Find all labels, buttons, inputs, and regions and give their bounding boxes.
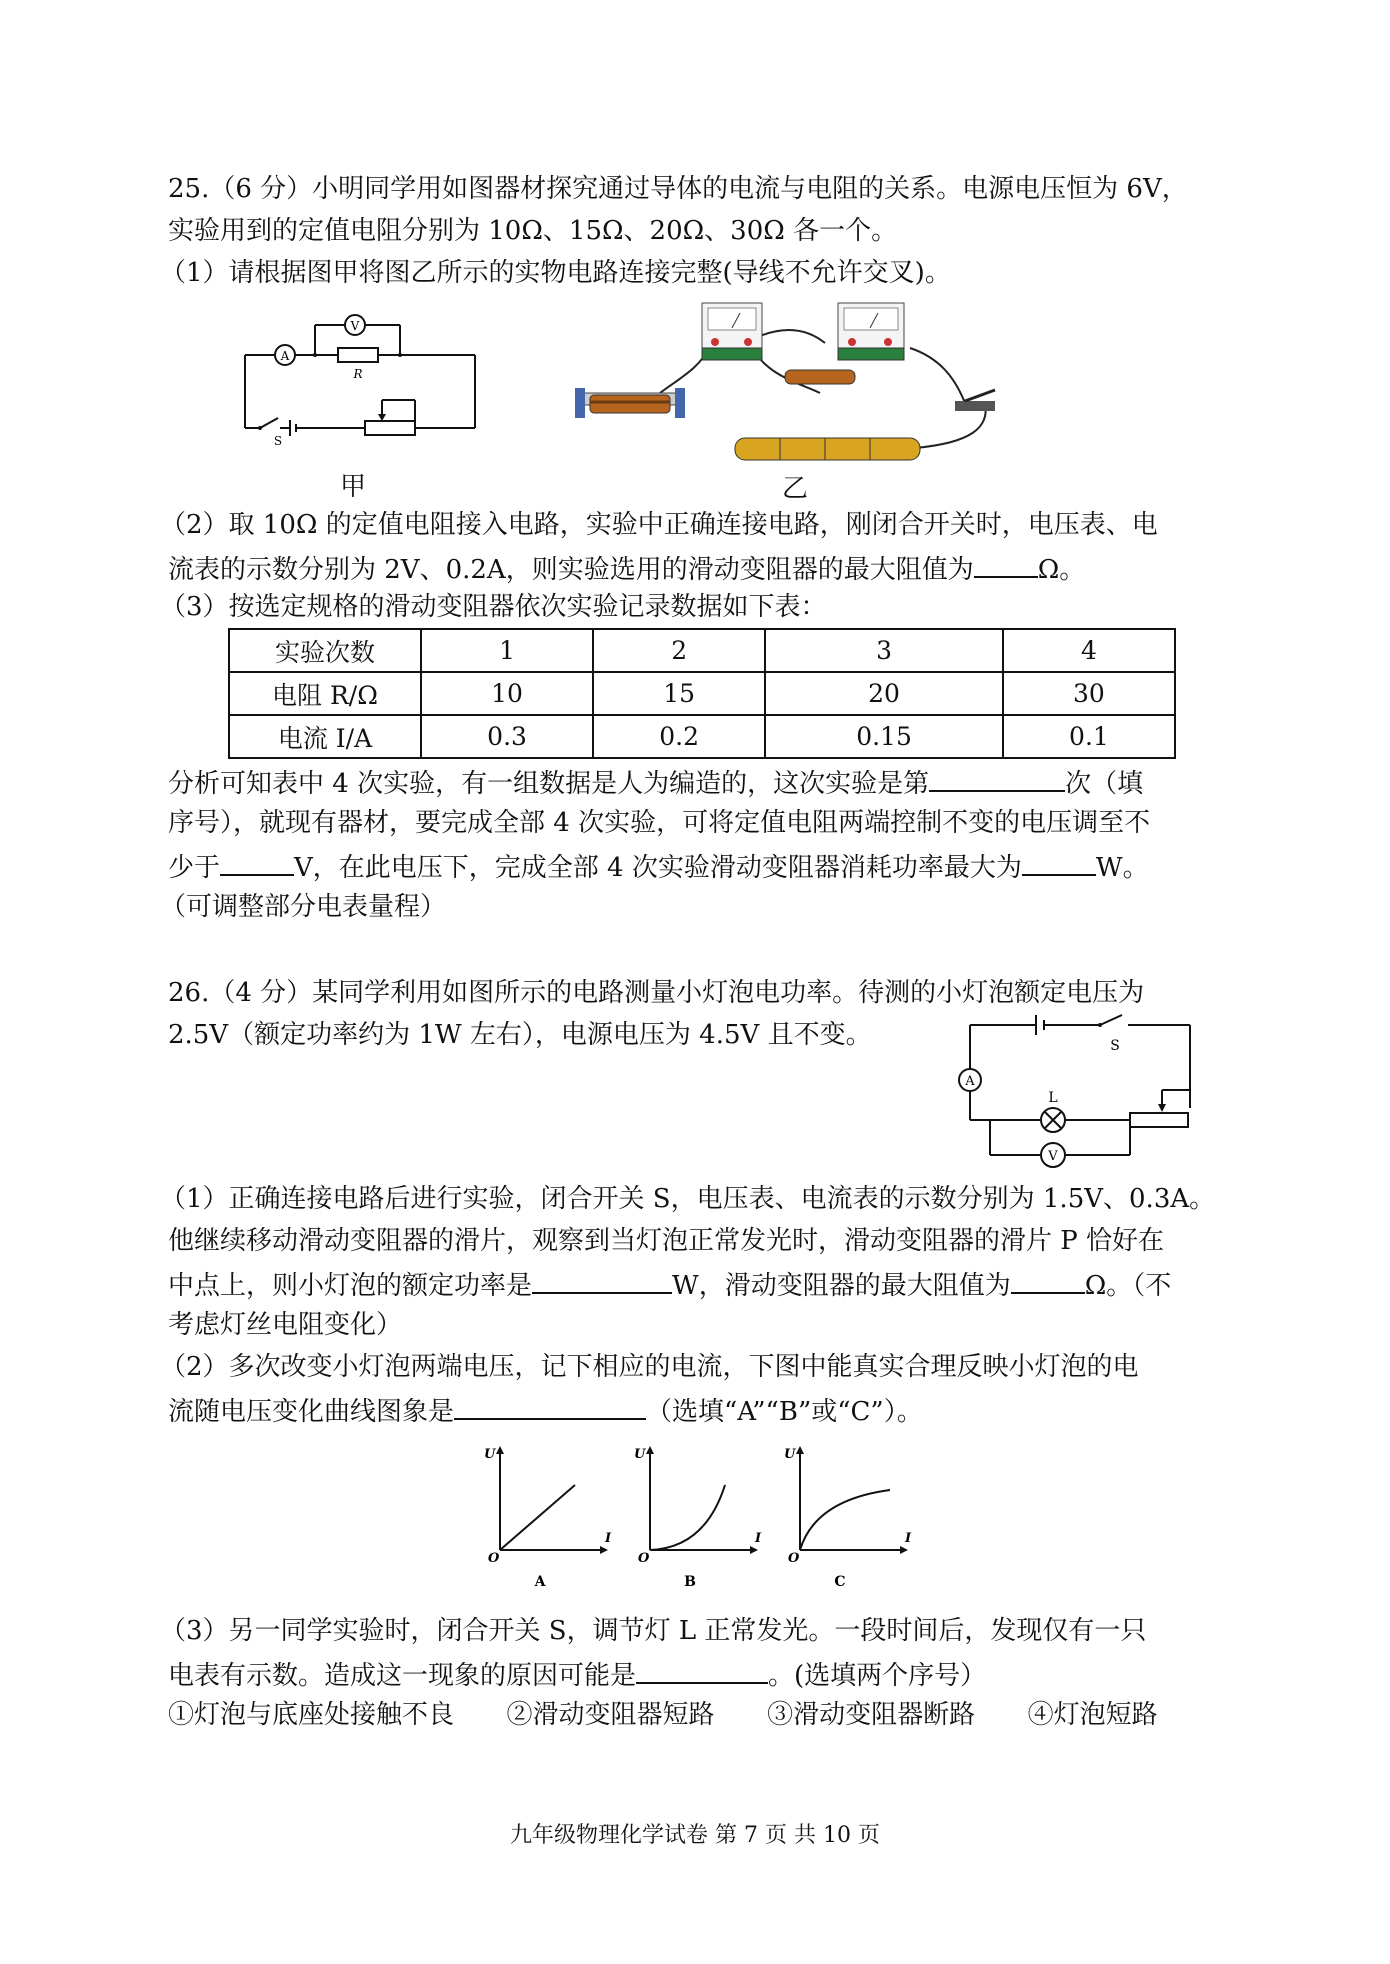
- q25-line-2: 实验用到的定值电阻分别为 10Ω、15Ω、20Ω、30Ω 各一个。: [168, 216, 898, 246]
- origin-label: O: [788, 1551, 800, 1566]
- answer-blank-rated-power[interactable]: [532, 1266, 672, 1294]
- q25-analysis-text-end: 次（填: [1065, 769, 1144, 799]
- switch-label: S: [273, 434, 283, 448]
- answer-blank-max-resistance[interactable]: [974, 550, 1038, 578]
- q26-part2-text: 流随电压变化曲线图象是: [168, 1397, 455, 1427]
- page-footer: 九年级物理化学试卷 第 7 页 共 10 页: [510, 1823, 880, 1848]
- q25-part2-text: 流表的示数分别为 2V、0.2A，则实验选用的滑动变阻器的最大阻值为: [168, 555, 974, 585]
- table-cell: 4: [1003, 629, 1175, 672]
- q26-part1: （1）正确连接电路后进行实验，闭合开关 S，电压表、电流表的示数分别为 1.5V、0.3A。: [160, 1184, 1216, 1214]
- q25-analysis-line-3: [168, 848, 1149, 885]
- figure-yi-label: 乙: [782, 474, 809, 504]
- answer-blank-fault-choice[interactable]: [636, 1656, 768, 1684]
- table-cell: 0.3: [421, 715, 593, 758]
- q25-note: （可调整部分电表量程）: [160, 892, 447, 922]
- q26-part2: （2）多次改变小灯泡两端电压，记下相应的电流，下图中能真实合理反映小灯泡的电: [160, 1352, 1139, 1382]
- graph-b-label: B: [684, 1574, 696, 1590]
- q25-circuit-diagram-jia: [230, 300, 490, 460]
- q25-analysis-text-a: 少于: [168, 853, 221, 883]
- q25-analysis-text-b: V，在此电压下，完成全部 4 次实验滑动变阻器消耗功率最大为: [294, 853, 1022, 883]
- table-cell: 0.15: [765, 715, 1003, 758]
- q26-part2-line2: [168, 1392, 923, 1429]
- q26-part1-text-b: W，滑动变阻器的最大阻值为: [672, 1271, 1011, 1301]
- q26-line-1: 26.（4 分）某同学利用如图所示的电路测量小灯泡电功率。待测的小灯泡额定电压为: [168, 978, 1145, 1008]
- q25-part1: （1）请根据图甲将图乙所示的实物电路连接完整(导线不允许交叉)。: [160, 258, 951, 288]
- q26-part3-text-end: 。(选填两个序号）: [768, 1661, 987, 1691]
- table-cell: 0.2: [593, 715, 765, 758]
- graph-c-label: C: [834, 1574, 846, 1590]
- q25-apparatus-photo-yi: [570, 298, 1010, 468]
- axis-u-label: U: [784, 1447, 796, 1462]
- q26-part1-text-c: Ω。（不: [1084, 1271, 1172, 1301]
- table-row: [229, 672, 1175, 715]
- u-i-graphs: [480, 1440, 960, 1600]
- table-cell: 2: [593, 629, 765, 672]
- q26-options: [168, 1698, 1158, 1732]
- q25-analysis-line-1: [168, 764, 1143, 801]
- ammeter-label: A: [965, 1074, 975, 1089]
- table-row: [229, 715, 1175, 758]
- ammeter-label: A: [280, 349, 290, 363]
- axis-i-label: I: [755, 1531, 762, 1546]
- table-row: [229, 629, 1175, 672]
- q25-analysis-text-c: W。: [1095, 853, 1149, 883]
- option-4: ④灯泡短路: [1027, 1700, 1158, 1730]
- table-cell: 15: [593, 672, 765, 715]
- switch-label: S: [1110, 1038, 1120, 1054]
- axis-i-label: I: [605, 1531, 612, 1546]
- voltmeter-label: V: [350, 319, 360, 333]
- q26-part2-text-end: （选填“A”“B”或“C”）。: [646, 1397, 923, 1427]
- q26-circuit-diagram: [950, 1010, 1200, 1170]
- voltmeter-label: V: [1048, 1149, 1058, 1164]
- table-header-cell: 电阻 R/Ω: [229, 672, 421, 715]
- resistor-label: R: [353, 367, 363, 381]
- table-cell: 10: [421, 672, 593, 715]
- option-3: ③滑动变阻器断路: [767, 1700, 976, 1730]
- option-1: ①灯泡与底座处接触不良: [168, 1700, 455, 1730]
- table-cell: 3: [765, 629, 1003, 672]
- data-table: [228, 628, 1176, 759]
- graph-a-label: A: [534, 1574, 546, 1590]
- table-cell: 20: [765, 672, 1003, 715]
- answer-blank-max-power[interactable]: [1022, 848, 1096, 876]
- table-cell: 0.1: [1003, 715, 1175, 758]
- axis-i-label: I: [905, 1531, 912, 1546]
- axis-u-label: U: [484, 1447, 496, 1462]
- q25-line-1: 25.（6 分）小明同学用如图器材探究通过导体的电流与电阻的关系。电源电压恒为 6V，: [168, 174, 1188, 204]
- table-header-cell: 电流 I/A: [229, 715, 421, 758]
- q26-part3-text: 电表有示数。造成这一现象的原因可能是: [168, 1661, 637, 1691]
- origin-label: O: [638, 1551, 650, 1566]
- table-header-cell: 实验次数: [229, 629, 421, 672]
- option-2: ②滑动变阻器短路: [506, 1700, 715, 1730]
- q26-part3: （3）另一同学实验时，闭合开关 S，调节灯 L 正常发光。一段时间后，发现仅有一只: [160, 1616, 1147, 1646]
- q25-part2: （2）取 10Ω 的定值电阻接入电路，实验中正确连接电路，刚闭合开关时，电压表、电: [160, 510, 1158, 540]
- q25-part2-line2: [168, 550, 1085, 587]
- table-cell: 30: [1003, 672, 1175, 715]
- axis-u-label: U: [634, 1447, 646, 1462]
- q25-analysis-text: 分析可知表中 4 次实验，有一组数据是人为编造的，这次实验是第: [168, 769, 930, 799]
- answer-blank-rheostat-max[interactable]: [1011, 1266, 1085, 1294]
- figure-jia-label: 甲: [340, 472, 367, 502]
- table-cell: 1: [421, 629, 593, 672]
- q25-analysis-line-2: 序号），就现有器材，要完成全部 4 次实验，可将定值电阻两端控制不变的电压调至不: [168, 808, 1151, 838]
- answer-blank-min-voltage[interactable]: [220, 848, 294, 876]
- q26-part3-line2: [168, 1656, 986, 1693]
- origin-label: O: [488, 1551, 500, 1566]
- answer-blank-fake-trial[interactable]: [929, 764, 1065, 792]
- q26-line-2: 2.5V（额定功率约为 1W 左右），电源电压为 4.5V 且不变。: [168, 1020, 872, 1050]
- q26-part1-text-a: 中点上，则小灯泡的额定功率是: [168, 1271, 533, 1301]
- q25-part3: （3）按选定规格的滑动变阻器依次实验记录数据如下表：: [160, 592, 827, 622]
- q26-part1-line3: [168, 1266, 1171, 1303]
- q25-part2-unit: Ω。: [1037, 555, 1086, 585]
- q26-part1-line4: 考虑灯丝电阻变化）: [168, 1310, 403, 1340]
- q26-part1-line2: 他继续移动滑动变阻器的滑片，观察到当灯泡正常发光时，滑动变阻器的滑片 P 恰好在: [168, 1226, 1165, 1256]
- answer-blank-graph-choice[interactable]: [454, 1392, 646, 1420]
- lamp-label: L: [1048, 1090, 1058, 1106]
